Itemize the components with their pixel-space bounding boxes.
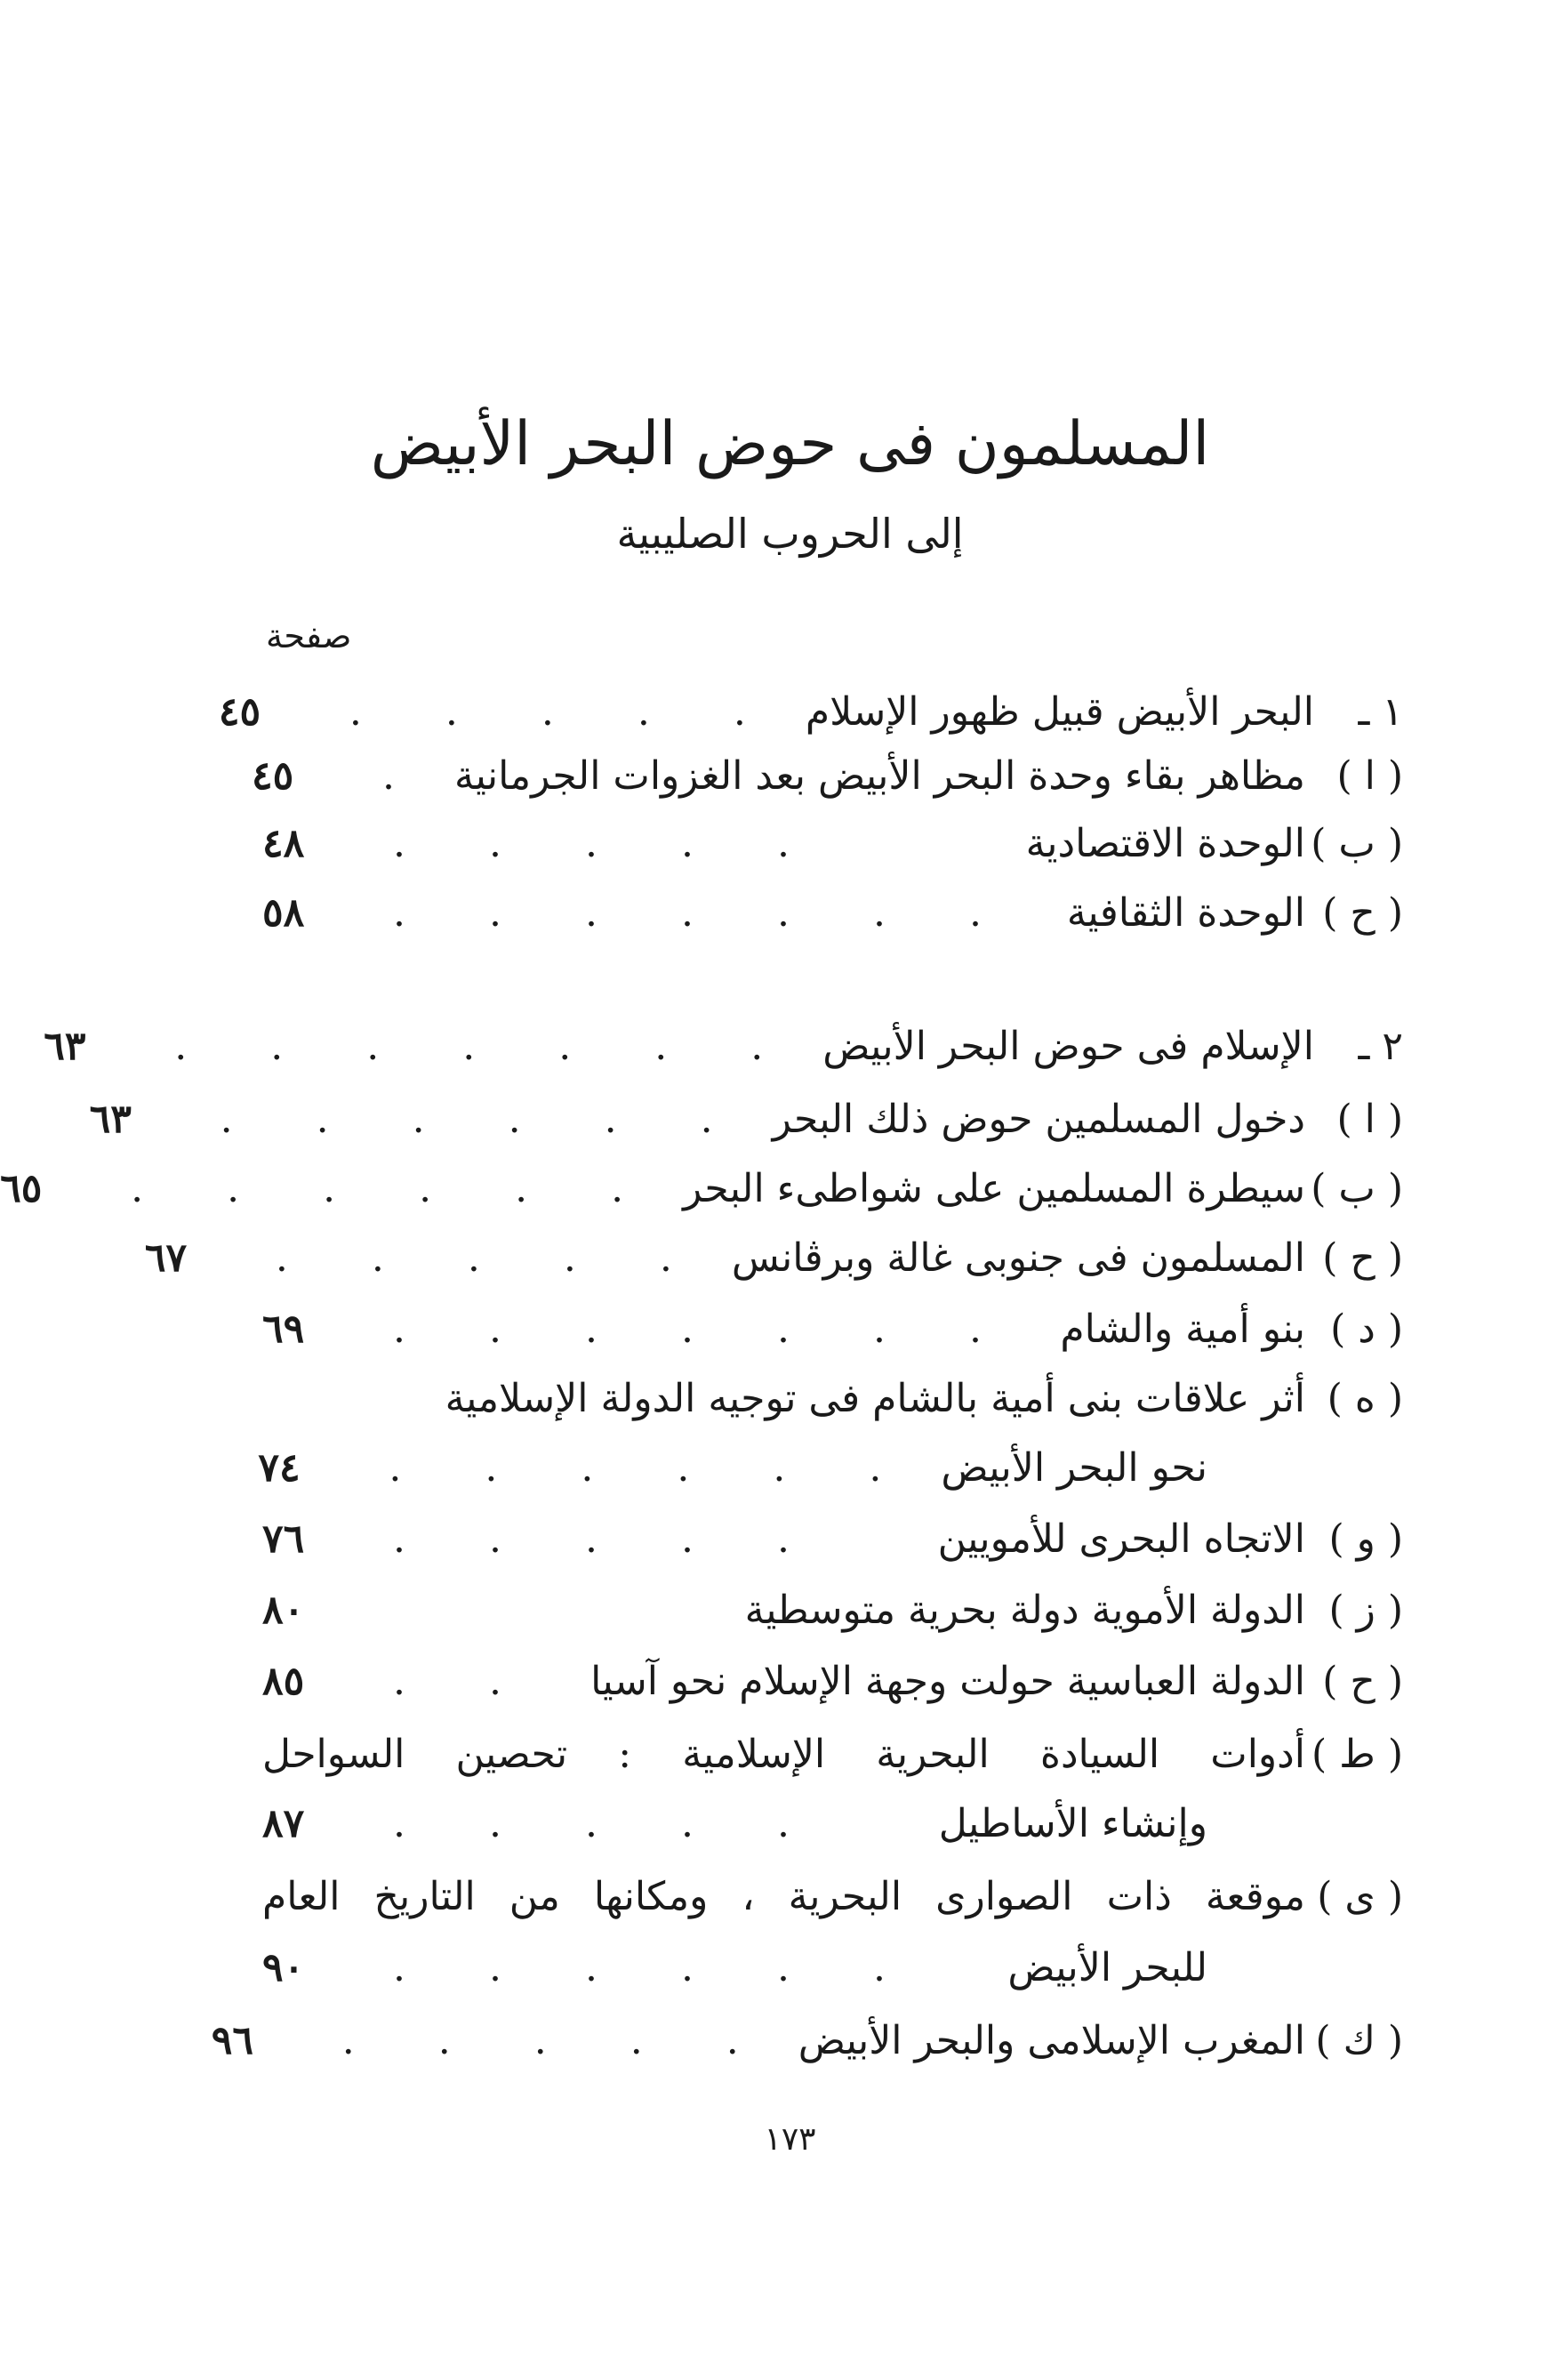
toc-entry-title: البحر الأبيض قبيل ظهور الإسلام <box>805 688 1314 735</box>
toc-entry-marker: ( ز ) <box>1328 1587 1403 1633</box>
toc-entry-marker: ( د ) <box>1330 1306 1403 1352</box>
toc-entry-marker: ( ب ) <box>1311 820 1403 866</box>
toc-entry-marker: ( ح ) <box>1322 1658 1403 1704</box>
page-number: ١٧٣ <box>764 2121 816 2158</box>
toc-entry <box>262 1645 1403 1717</box>
toc-entry-page: ٧٦ <box>262 1516 305 1562</box>
toc-entry <box>262 877 1403 948</box>
toc-entry <box>144 1222 1403 1293</box>
toc-entry-marker: ١ ـ <box>1358 688 1403 735</box>
toc-entry-title: موقعة ذات الصوارى البحرية ، ومكانها من التاريخ العام <box>262 1873 1305 1919</box>
toc-entry-page: ٦٧ <box>144 1234 188 1281</box>
toc-entry-title: الدولة العباسية حولت وجهة الإسلام نحو آسيا <box>590 1658 1305 1704</box>
dot-leader: . . . . . . <box>131 1165 624 1211</box>
toc-entry <box>262 1293 1403 1364</box>
toc-entry-page: ٧٤ <box>258 1444 301 1491</box>
toc-entry-marker: ( ا ) <box>1336 752 1403 799</box>
toc-entry-title: أثر علاقات بنى أمية بالشام فى توجيه الدولة الإسلامية <box>445 1375 1305 1421</box>
toc-entry-marker: ( ح ) <box>1322 889 1403 936</box>
toc-entry-marker: ( و ) <box>1328 1516 1403 1562</box>
toc-entry-title: مظاهر بقاء وحدة البحر الأبيض بعد الغزوات الجرمانية <box>454 752 1305 799</box>
toc-entry <box>262 1932 1403 2003</box>
toc-entry-marker: ( ب ) <box>1311 1165 1403 1211</box>
toc-entry-page: ٥٨ <box>262 889 305 936</box>
dot-leader: . . . . . <box>341 2017 739 2063</box>
toc-entry-title: المسلمون فى جنوبى غالة وبرڤانس <box>731 1234 1305 1281</box>
toc-entry-title: الإسلام فى حوض البحر الأبيض <box>822 1023 1314 1069</box>
dot-leader: . . . . . <box>275 1234 672 1281</box>
toc-entry-title: للبحر الأبيض <box>1007 1944 1207 1990</box>
toc-entry-page: ٨٧ <box>262 1800 305 1846</box>
toc-entry <box>218 676 1403 747</box>
toc-entry <box>262 1861 1403 1932</box>
dot-leader: . . . . . . . <box>174 1023 764 1069</box>
toc-entry-title: الوحدة الثقافية <box>1066 889 1305 936</box>
toc-entry-page: ٩٦ <box>211 2017 254 2063</box>
toc-entry-page: ٦٣ <box>89 1096 132 1142</box>
dot-leader: . . . . . . <box>393 1944 886 1990</box>
dot-leader: . . . . . . . <box>393 1306 982 1352</box>
toc-entry <box>44 1010 1403 1081</box>
dot-leader: . . . . . <box>393 1516 790 1562</box>
toc-entry-title: دخول المسلمين حوض ذلك البحر <box>772 1096 1305 1142</box>
dot-leader: . . . . . <box>393 820 790 866</box>
toc-entry-marker: ( ك ) <box>1315 2017 1403 2063</box>
toc-entry <box>262 1788 1403 1859</box>
toc-entry-marker: ٢ ـ <box>1358 1023 1403 1069</box>
toc-entry-title: المغرب الإسلامى والبحر الأبيض <box>798 2017 1305 2063</box>
toc-entry-marker: ( ى ) <box>1317 1873 1403 1919</box>
dot-leader: . . <box>393 1658 501 1704</box>
toc-entry-title: وإنشاء الأساطيل <box>938 1800 1207 1846</box>
toc-entry <box>211 2005 1403 2076</box>
toc-entry-marker: ( ا ) <box>1336 1096 1403 1142</box>
toc-entry-marker: ( ح ) <box>1322 1234 1403 1281</box>
dot-leader: . <box>382 752 396 799</box>
page-column-label: صفحة <box>266 616 352 655</box>
chapter-title: المسلمون فى حوض البحر الأبيض <box>370 409 1210 479</box>
toc-entry <box>262 1718 1403 1789</box>
toc-entry-page: ٦٩ <box>262 1306 305 1352</box>
dot-leader: . . . . . . <box>220 1096 713 1142</box>
toc-entry-marker: ( ه ) <box>1327 1375 1403 1421</box>
dot-leader: . . . . . <box>393 1800 790 1846</box>
toc-entry-title: الوحدة الاقتصادية <box>1025 820 1305 866</box>
toc-entry <box>89 1083 1403 1154</box>
toc-entry <box>262 1363 1403 1434</box>
dot-leader: . . . . . . <box>389 1444 882 1491</box>
toc-entry-marker: ( ط ) <box>1311 1731 1403 1777</box>
toc-entry-title: أدوات السيادة البحرية الإسلامية : تحصين السواحل <box>262 1731 1305 1777</box>
toc-entry <box>0 1153 1403 1224</box>
toc-entry <box>258 1432 1403 1503</box>
toc-entry <box>262 1503 1403 1574</box>
toc-entry-page: ٨٥ <box>262 1658 305 1704</box>
toc-entry-title: الاتجاه البحرى للأمويين <box>937 1516 1305 1562</box>
chapter-subtitle: إلى الحروب الصليبية <box>616 510 964 558</box>
toc-entry-page: ٩٠ <box>262 1944 305 1990</box>
toc-entry <box>262 808 1403 879</box>
toc-entry-page: ٦٣ <box>44 1023 86 1069</box>
toc-entry-page: ٤٨ <box>262 820 305 866</box>
toc-entry-page: ٤٥ <box>218 688 261 735</box>
toc-entry-page: ٨٠ <box>262 1587 305 1633</box>
toc-entry-title: الدولة الأموية دولة بحرية متوسطية <box>744 1587 1305 1633</box>
dot-leader: . . . . . <box>349 688 746 735</box>
dot-leader: . . . . . . . <box>393 889 982 936</box>
toc-entry-title: بنو أمية والشام <box>1060 1306 1305 1352</box>
toc-entry <box>262 1574 1403 1645</box>
toc-entry <box>252 740 1403 811</box>
toc-entry-page: ٤٥ <box>252 752 294 799</box>
toc-entry-page: ٦٥ <box>0 1165 43 1211</box>
toc-entry-title: نحو البحر الأبيض <box>941 1444 1207 1491</box>
toc-entry-title: سيطرة المسلمين على شواطىء البحر <box>683 1165 1305 1211</box>
